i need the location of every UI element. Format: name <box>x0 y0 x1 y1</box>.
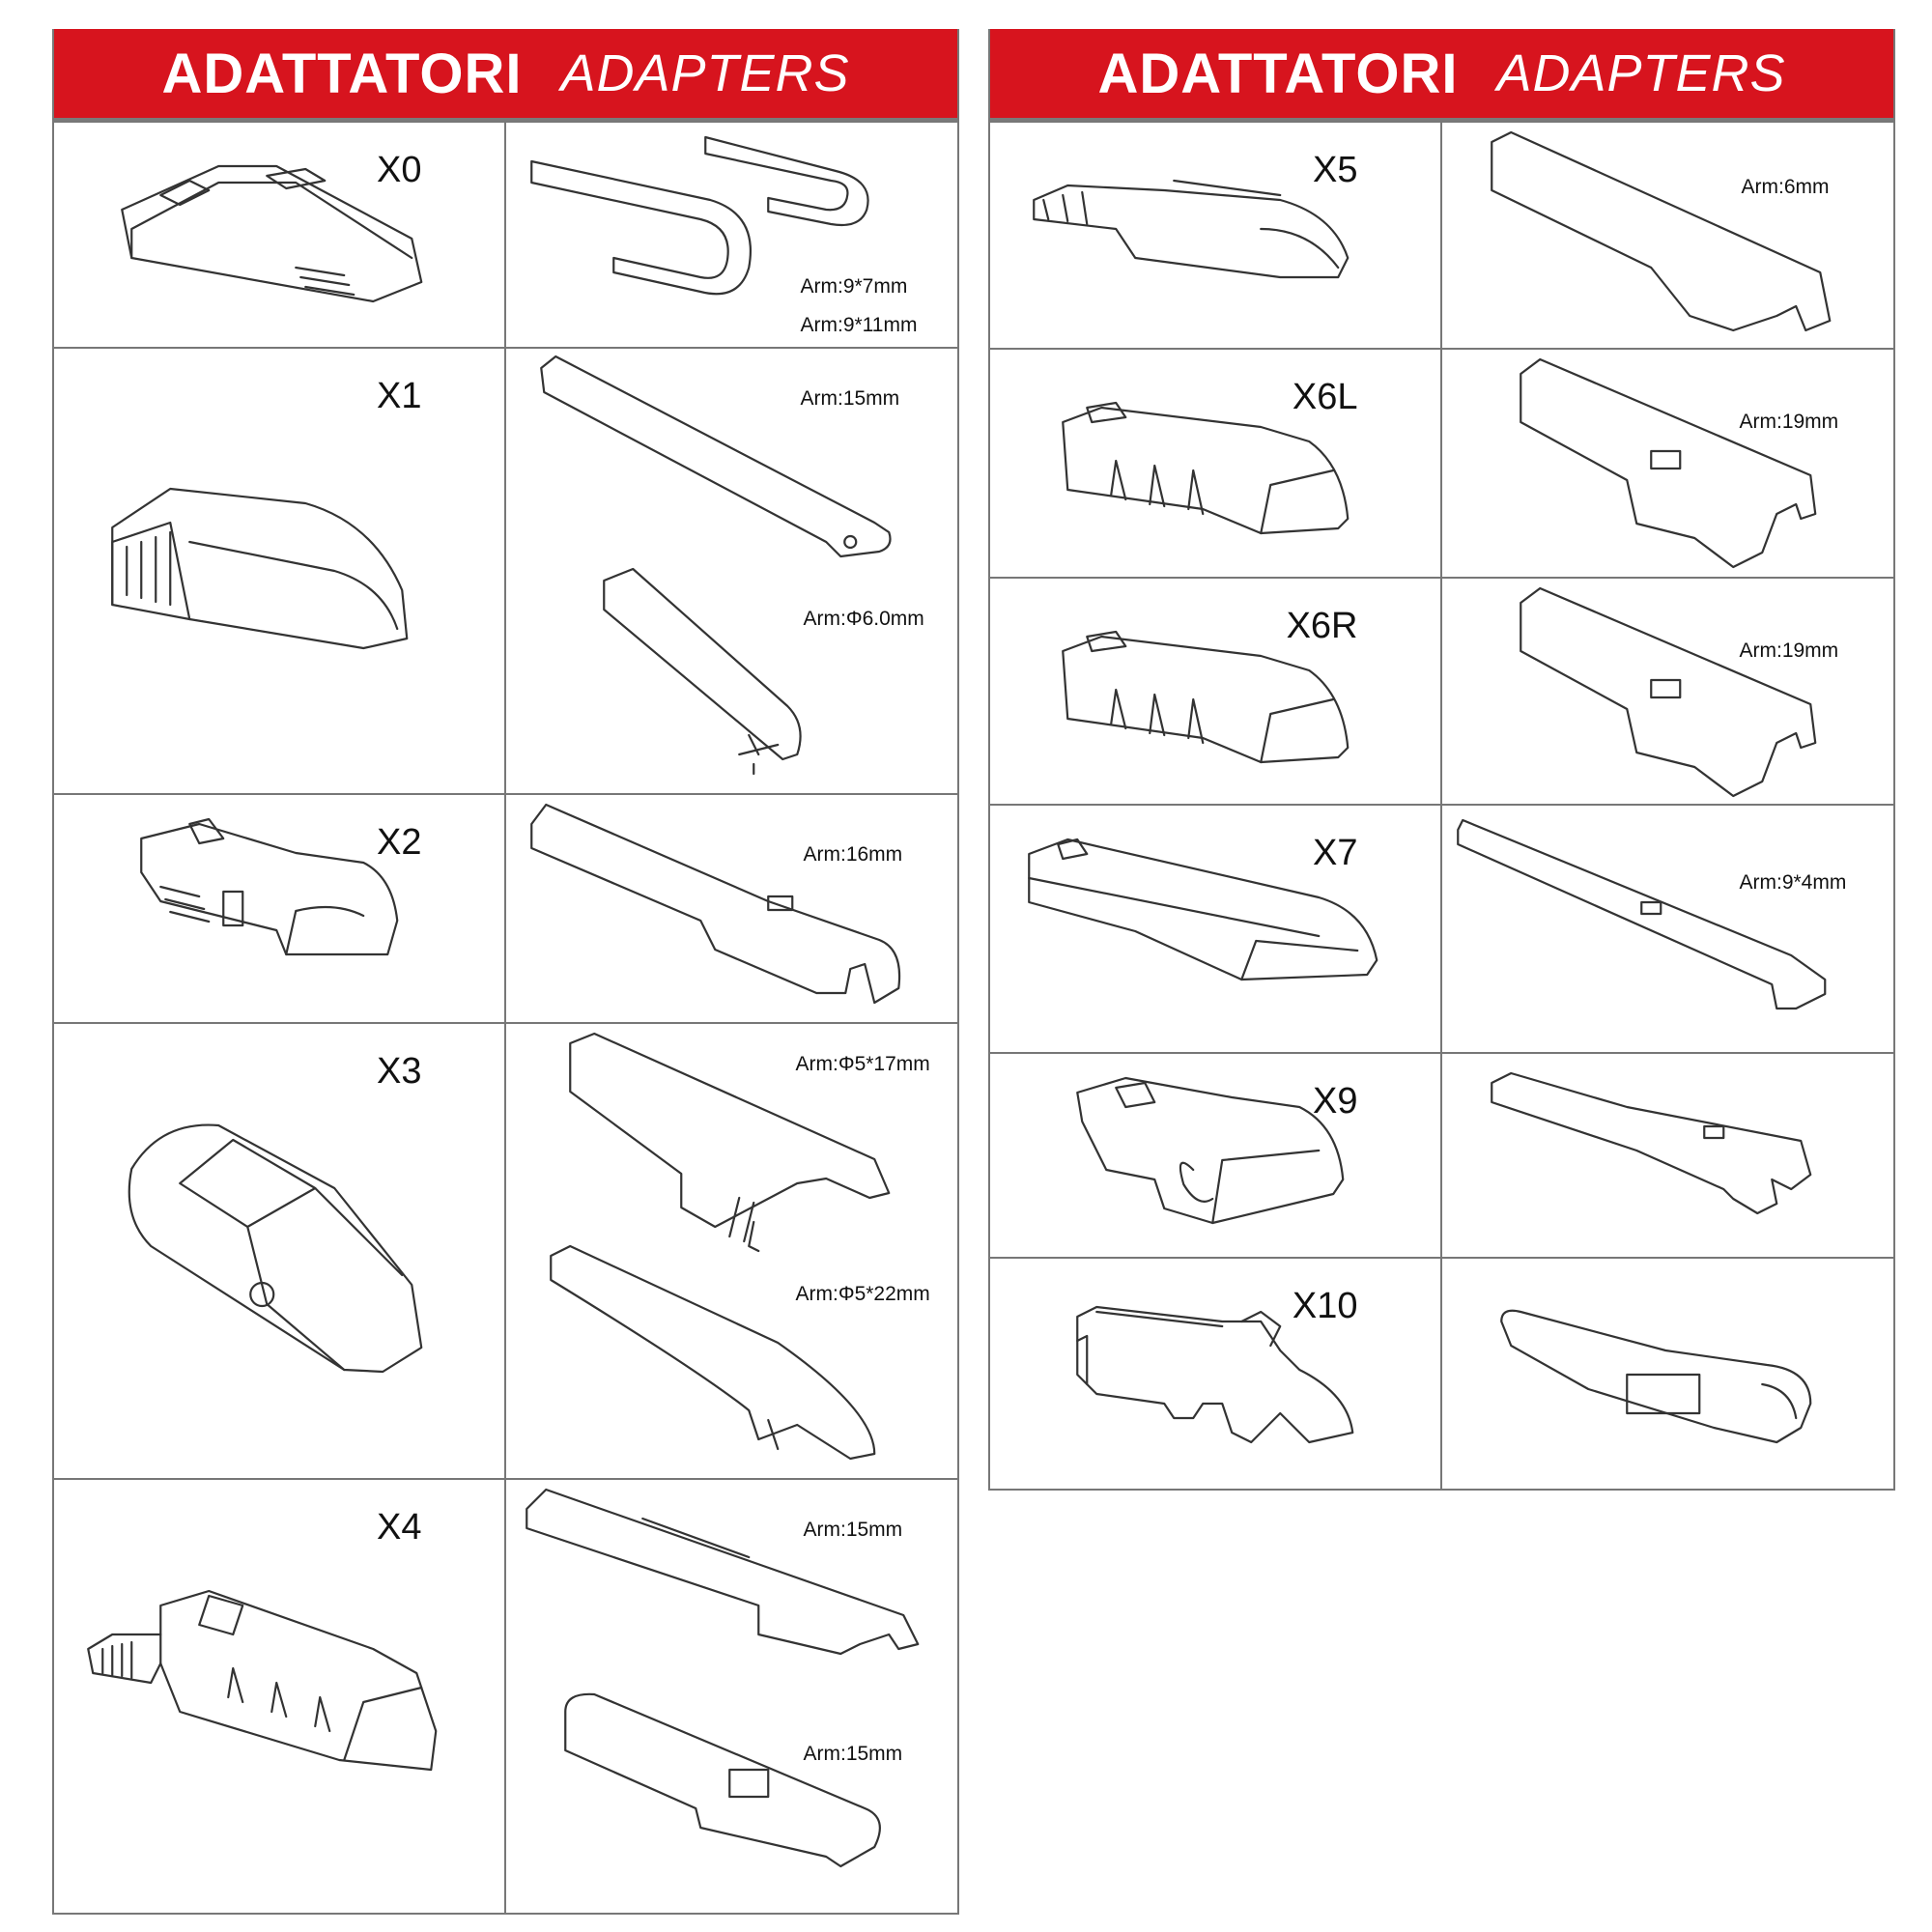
adapter-code: X3 <box>377 1051 422 1092</box>
arm-spec: Arm:Φ6.0mm <box>803 608 924 630</box>
adapter-row-x4 <box>54 1478 957 1913</box>
arm-spec: Arm:15mm <box>803 1743 903 1765</box>
arm-x7-drawing <box>1442 806 1894 1052</box>
adapters-panel-right <box>988 29 1895 1491</box>
adapter-row-x7 <box>990 804 1893 1052</box>
adapter-x6l-drawing <box>990 350 1440 577</box>
adapter-cell <box>990 1259 1442 1489</box>
arm-spec: Arm:19mm <box>1739 411 1839 433</box>
arm-x2-drawing <box>506 795 958 1022</box>
adapter-x0-drawing <box>54 123 504 347</box>
adapter-x1-drawing <box>54 349 504 793</box>
arm-x3-drawing <box>506 1024 958 1478</box>
adapter-cell <box>54 349 506 793</box>
adapter-x3-drawing <box>54 1024 504 1478</box>
arm-x1-drawing <box>506 349 958 793</box>
header-title-it: ADATTATORI <box>1097 42 1459 105</box>
adapter-cell <box>990 1054 1442 1257</box>
adapter-x7-drawing <box>990 806 1440 1052</box>
panel-header <box>54 29 957 121</box>
arm-spec: Arm:9*4mm <box>1739 871 1847 894</box>
arm-x10-drawing <box>1442 1259 1894 1489</box>
arm-cell <box>506 349 958 793</box>
adapter-x6r-drawing <box>990 579 1440 804</box>
arm-cell <box>506 795 958 1022</box>
arm-x9-drawing <box>1442 1054 1894 1257</box>
adapter-code: X0 <box>377 150 422 190</box>
adapter-row-x0 <box>54 121 957 347</box>
arm-cell <box>1442 1054 1894 1257</box>
adapter-x10-drawing <box>990 1259 1440 1489</box>
arm-spec: Arm:9*7mm <box>800 275 908 298</box>
arm-cell <box>1442 579 1894 804</box>
arm-cell <box>506 1024 958 1478</box>
header-title-en: ADAPTERS <box>1496 44 1786 102</box>
arm-cell <box>1442 806 1894 1052</box>
arm-x5-drawing <box>1442 123 1894 348</box>
adapter-row-x5 <box>990 121 1893 348</box>
arm-spec: Arm:15mm <box>800 387 900 410</box>
adapter-cell <box>990 350 1442 577</box>
adapter-x5-drawing <box>990 123 1440 348</box>
adapter-row-x1 <box>54 347 957 793</box>
adapter-code: X6L <box>1292 377 1358 417</box>
adapter-code: X10 <box>1292 1286 1358 1326</box>
adapter-cell <box>54 1480 506 1913</box>
arm-cell <box>1442 1259 1894 1489</box>
adapter-cell <box>990 806 1442 1052</box>
panel-header <box>990 29 1893 121</box>
adapter-code: X7 <box>1313 833 1358 873</box>
arm-cell <box>506 123 958 347</box>
arm-cell <box>506 1480 958 1913</box>
adapter-code: X4 <box>377 1507 422 1548</box>
adapter-x9-drawing <box>990 1054 1440 1257</box>
adapter-row-x10 <box>990 1257 1893 1489</box>
adapter-code: X5 <box>1313 150 1358 190</box>
adapter-cell <box>990 123 1442 348</box>
arm-cell <box>1442 350 1894 577</box>
adapter-row-x9 <box>990 1052 1893 1257</box>
arm-spec: Arm:19mm <box>1739 639 1839 662</box>
adapter-cell <box>54 123 506 347</box>
header-title-en: ADAPTERS <box>560 44 850 102</box>
arm-spec: Arm:6mm <box>1741 176 1830 198</box>
adapter-code: X1 <box>377 376 422 416</box>
arm-spec: Arm:Φ5*17mm <box>795 1053 930 1075</box>
adapter-cell <box>54 1024 506 1478</box>
adapter-code: X9 <box>1313 1081 1358 1122</box>
adapter-row-x6l <box>990 348 1893 577</box>
arm-spec: Arm:16mm <box>803 843 903 866</box>
arm-x6r-drawing <box>1442 579 1894 804</box>
adapter-code: X2 <box>377 822 422 863</box>
adapter-row-x3 <box>54 1022 957 1478</box>
arm-spec: Arm:Φ5*22mm <box>795 1283 930 1305</box>
adapter-code: X6R <box>1286 606 1358 646</box>
arm-x4-drawing <box>506 1480 958 1913</box>
arm-spec: Arm:15mm <box>803 1519 903 1541</box>
adapter-row-x2 <box>54 793 957 1022</box>
adapter-cell <box>54 795 506 1022</box>
adapter-x2-drawing <box>54 795 504 1022</box>
arm-x6l-drawing <box>1442 350 1894 577</box>
adapter-x4-drawing <box>54 1480 504 1913</box>
adapter-cell <box>990 579 1442 804</box>
arm-cell <box>1442 123 1894 348</box>
arm-spec: Arm:9*11mm <box>800 314 918 336</box>
header-title-it: ADATTATORI <box>161 42 523 105</box>
adapter-row-x6r <box>990 577 1893 804</box>
adapters-panel-left <box>52 29 959 1915</box>
